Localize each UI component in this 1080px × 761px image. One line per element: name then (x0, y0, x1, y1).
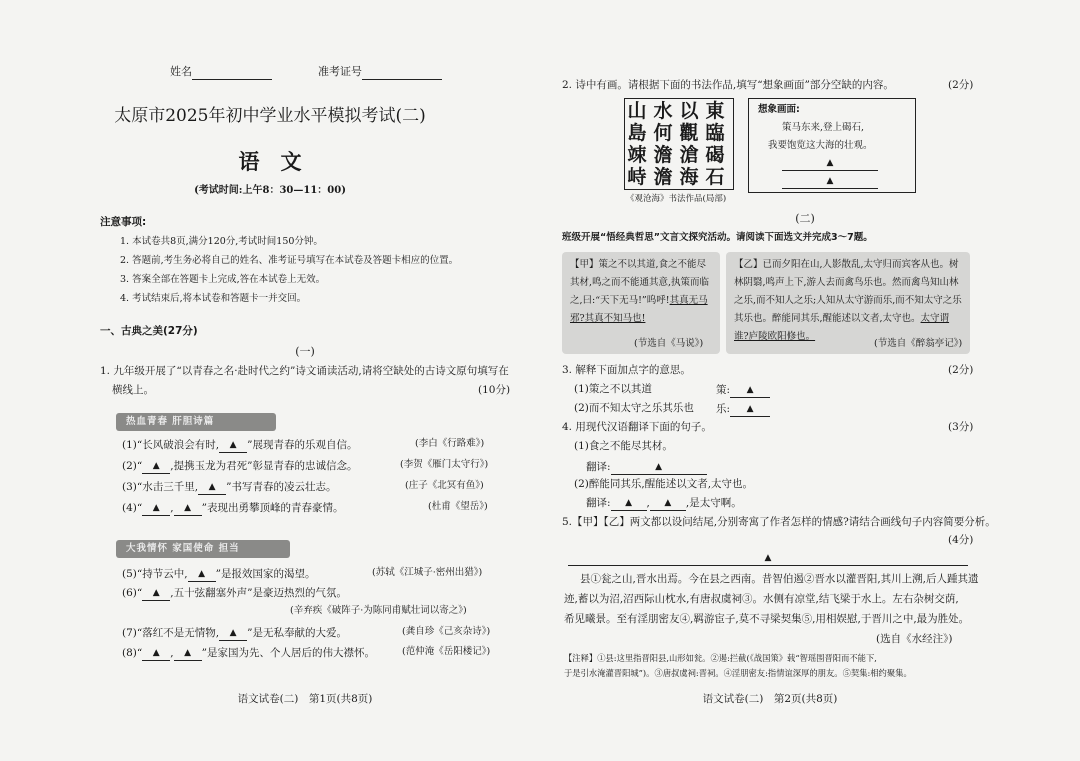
q4-points: (3分) (948, 421, 974, 433)
imagine-blank-1[interactable]: ▲ (782, 155, 878, 171)
q1-item-2: (2)“ ▲ ,提携玉龙为君死”彰显青春的忠诚信念。 (122, 458, 357, 474)
q5-points: (4分) (948, 534, 974, 546)
section-heading: 一、古典之美(27分) (100, 325, 198, 337)
q4-item-2: (2)醉能同其乐,醒能述以文者,太守也。 (574, 478, 754, 490)
q1-points: (10分) (478, 384, 511, 396)
q1-item-6: (6)“ ▲ ,五十弦翻塞外声”是豪迈热烈的气氛。 (122, 585, 347, 601)
q1-stem: 1. 九年级开展了“以青春之名·赴时代之约”诗文诵读活动,请将空缺处的古诗文原句填写在 (100, 365, 509, 377)
note-4: 4. 考试结束后,将本试卷和答题卡一并交回。 (120, 293, 307, 304)
q1-item-8-source: (范仲淹《岳阳楼记》) (402, 646, 491, 657)
q1-item-8: (8)“ ▲ , ▲ ”是家国为先、个人居后的伟大襟怀。 (122, 645, 375, 661)
exam-number-field[interactable] (318, 64, 442, 80)
imagine-title: 想象画面: (758, 104, 800, 115)
passage-jia: 【甲】策之不以其道,食之不能尽其材,鸣之而不能通其意,执策而临之,曰:“天下无马!”呜呼!其真无马邪?其真不知马也! (562, 252, 720, 354)
q1-item-3-source: (庄子《北冥有鱼》) (405, 480, 484, 491)
subject-title: 语 文 (238, 150, 302, 174)
exam-time: (考试时间:上午8：30—11：00) (194, 185, 346, 196)
part-one: (一) (295, 345, 315, 358)
q3-item-1: (1)策之不以其道 (574, 383, 652, 395)
answer-blank[interactable]: ▲ (650, 495, 686, 511)
exam-number-label: 准考证号 (318, 65, 362, 78)
reading-intro: 班级开展“悟经典哲思”文言文探究活动。请阅读下面选文并完成3～7题。 (562, 232, 873, 243)
name-field[interactable] (170, 64, 272, 80)
calligraphy-caption: 《观沧海》书法作品(局部) (626, 194, 727, 204)
q4-translate-2: 翻译: ▲ , ▲ ,是太守啊。 (586, 495, 742, 511)
answer-blank[interactable]: ▲ (142, 500, 170, 516)
calligraphy-col-1: 東臨碣石 (705, 100, 725, 188)
imagine-blank-2[interactable]: ▲ (782, 173, 878, 189)
q3-stem: 3. 解释下面加点字的意思。 (562, 364, 691, 376)
right-page (540, 0, 1080, 761)
calligraphy-col-2: 以觀滄海 (679, 100, 699, 188)
q3-points: (2分) (948, 364, 974, 376)
q1-item-7-source: (龚自珍《己亥杂诗》) (402, 626, 491, 637)
q1-item-1-source: (李白《行路难》) (415, 438, 485, 449)
passage-yi: 【乙】已而夕阳在山,人影散乱,太守归而宾客从也。树林阴翳,鸣声上下,游人去而禽鸟乐也。然而禽鸟知山林之乐,而不知人之乐;人知从太守游而乐,而不知太守之乐其乐也。醉能同其乐,醒能述以文者,太守也。太守谓谁?庐陵欧阳修也。 (726, 252, 970, 354)
q1-item-5: (5)“持节云中, ▲ ”是报效国家的渴望。 (122, 566, 315, 582)
passage-jia-source: (节选自《马说》) (634, 338, 704, 349)
note-2: 2. 答题前,考生务必将自己的姓名、准考证号填写在本试卷及答题卡相应的位置。 (120, 255, 459, 266)
q5-answer-line[interactable]: ▲ (568, 550, 968, 566)
passage-line-3: 希见曦景。至有淫朋密友④,羁游宦子,莫不寻梁契集⑤,用相娱慰,于晋川之中,最为胜处。 (564, 613, 970, 625)
annotation-line-1: 【注释】①县:这里指晋阳县,山形如瓮。②遏:拦截(《战国策》载“智瑶围晋阳而不能下, (564, 653, 877, 663)
q3-item-2: (2)而不知太守之乐其乐也 (574, 402, 694, 414)
exam-number-blank[interactable] (362, 79, 442, 80)
answer-blank[interactable]: ▲ (142, 645, 170, 661)
passage-yi-source: (节选自《醉翁亭记》) (874, 338, 963, 349)
q2-points: (2分) (948, 79, 974, 91)
name-label: 姓名 (170, 65, 192, 78)
imagine-line-2: 我要饱览这大海的壮观。 (768, 140, 873, 151)
underlined-sentence-jia: 其真无马邪?其真不知马也! (570, 295, 708, 324)
q4-stem: 4. 用现代汉语翻译下面的句子。 (562, 421, 712, 433)
answer-blank[interactable]: ▲ (142, 458, 170, 474)
imagine-line-1: 策马东来,登上碣石, (782, 122, 865, 133)
q1-item-2-source: (李贺《雁门太守行》) (400, 459, 489, 470)
q1-item-4: (4)“ ▲ , ▲ ”表现出勇攀顶峰的青春豪情。 (122, 500, 343, 516)
passage-line-1: 县①瓮之山,晋水出焉。今在县之西南。昔智伯遏②晋水以灌晋阳,其川上溯,后人踵其遗 (580, 573, 979, 585)
answer-blank[interactable]: ▲ (611, 495, 647, 511)
q4-item-1: (1)食之不能尽其材。 (574, 440, 673, 452)
answer-blank[interactable]: ▲ (219, 625, 247, 641)
calligraphy-col-3: 水何澹澹 (653, 100, 673, 188)
page-footer-left: 语文试卷(二) 第1页(共8页) (237, 693, 373, 705)
exam-title: 太原市2025年初中学业水平模拟考试(二) (114, 106, 426, 126)
answer-blank[interactable]: ▲ (174, 500, 202, 516)
q1-item-4-source: (杜甫《望岳》) (428, 501, 488, 512)
answer-blank[interactable]: ▲ (730, 382, 770, 398)
q4-translate-1: 翻译: ▲ (586, 459, 707, 475)
underlined-sentence-yi: 太守谓谁?庐陵欧阳修也。 (734, 313, 950, 342)
answer-blank[interactable]: ▲ (219, 437, 247, 453)
q1-item-6-source: (辛弃疾《破阵子·为陈同甫赋壮词以寄之》) (290, 605, 467, 616)
q1-item-7: (7)“落红不是无情物, ▲ ”是无私奉献的大爱。 (122, 625, 347, 641)
answer-blank[interactable]: ▲ (611, 459, 707, 475)
q2-stem: 2. 诗中有画。请根据下面的书法作品,填写“想象画面”部分空缺的内容。 (562, 79, 894, 91)
q1-item-3: (3)“水击三千里, ▲ ”书写青春的凌云壮志。 (122, 479, 336, 495)
name-blank[interactable] (192, 79, 272, 80)
notes-heading: 注意事项: (100, 216, 147, 228)
banner-youth: 热血青春 肝胆诗篇 (116, 413, 276, 431)
answer-blank[interactable]: ▲ (730, 401, 770, 417)
answer-blank[interactable]: ▲ (198, 479, 226, 495)
note-3: 3. 答案全部在答题卡上完成,答在本试卷上无效。 (120, 274, 326, 285)
banner-patriotism: 大我情怀 家国使命 担当 (116, 540, 290, 558)
answer-blank[interactable]: ▲ (142, 585, 170, 601)
page-footer-right: 语文试卷(二) 第2页(共8页) (702, 693, 838, 705)
q3-answer-1: 策: ▲ (716, 382, 770, 398)
q1-stem-2: 横线上。 (112, 384, 154, 396)
answer-blank[interactable]: ▲ (174, 645, 202, 661)
note-1: 1. 本试卷共8页,满分120分,考试时间150分钟。 (120, 236, 323, 247)
q5-stem: 5.【甲】【乙】两文都以设问结尾,分别寄寓了作者怎样的情感?请结合画线句子内容简要分析。 (562, 516, 996, 528)
calligraphy-col-4: 山島竦峙 (627, 100, 647, 188)
q3-answer-2: 乐: ▲ (716, 401, 770, 417)
passage-source: (选自《水经注》) (876, 633, 953, 645)
passage-line-2: 迹,蓄以为沼,沼西际山枕水,有唐叔虞祠③。水侧有凉堂,结飞梁于水上。左右杂树交荫, (564, 593, 959, 605)
answer-blank[interactable]: ▲ (188, 566, 216, 582)
q1-item-1: (1)“长风破浪会有时, ▲ ”展现青春的乐观自信。 (122, 437, 357, 453)
annotation-line-2: 于是引水淹灌晋阳城”)。③唐叔虞祠:晋祠。④淫朋密友:指情谊深厚的朋友。⑤契集:相约聚集。 (564, 668, 912, 678)
q1-item-5-source: (苏轼《江城子·密州出猎》) (372, 567, 483, 578)
part-two: (二) (795, 212, 815, 225)
